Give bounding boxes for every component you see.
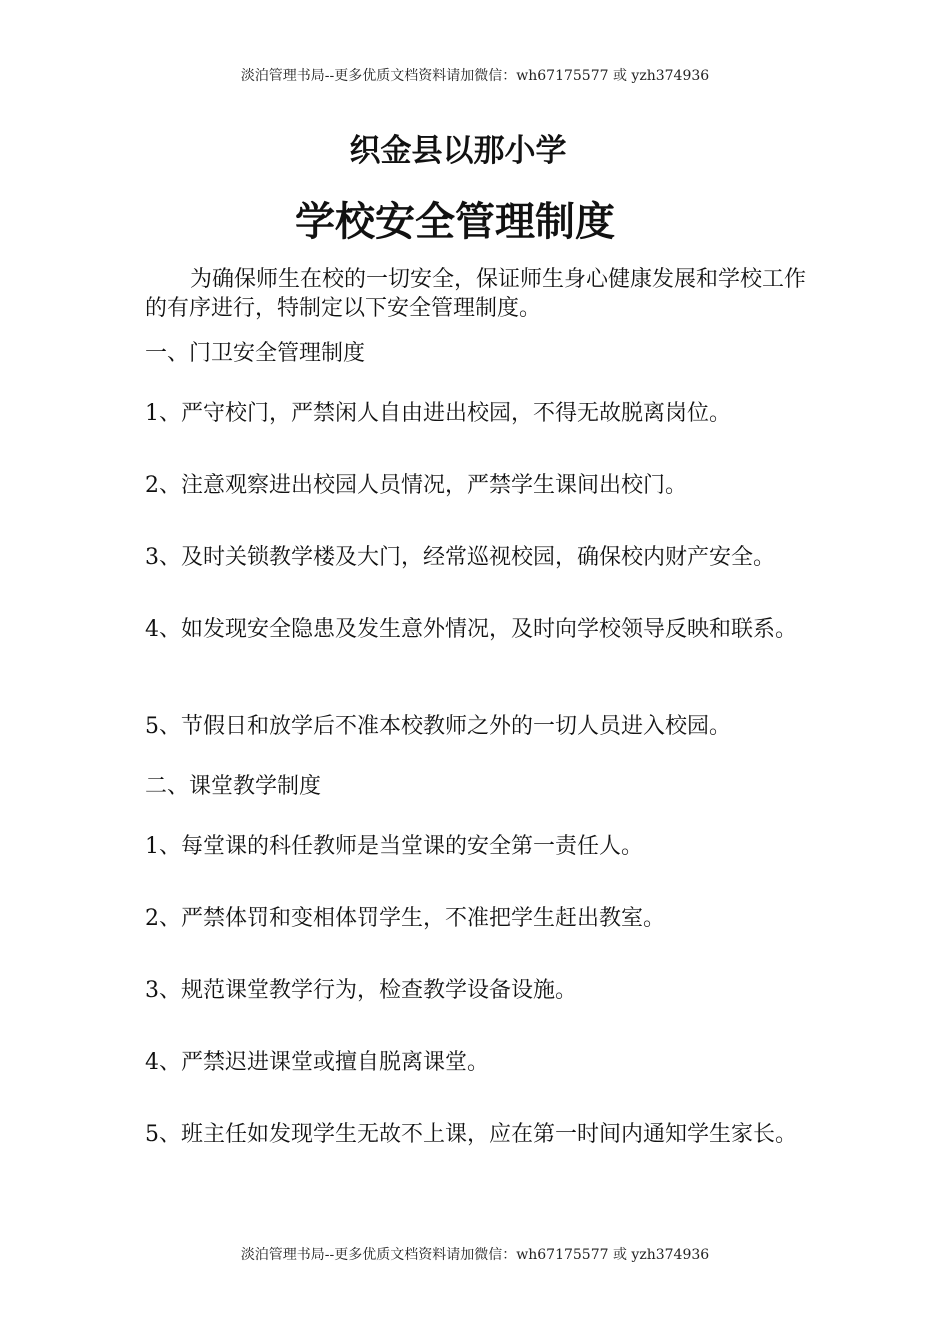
list-item: 2、注意观察进出校园人员情况，严禁学生课间出校门。	[145, 473, 687, 498]
list-item: 5、节假日和放学后不准本校教师之外的一切人员进入校园。	[145, 714, 731, 739]
document-title: 学校安全管理制度	[295, 199, 615, 245]
list-item: 4、如发现安全隐患及发生意外情况，及时向学校领导反映和联系。	[145, 617, 797, 642]
section-heading-gate-security: 一、门卫安全管理制度	[145, 341, 366, 366]
page-header-note: 淡泊管理书局--更多优质文档资料请加微信：wh67175577 或 yzh374936	[240, 68, 710, 84]
list-item: 2、严禁体罚和变相体罚学生，不准把学生赶出教室。	[145, 906, 665, 931]
section-heading-classroom: 二、课堂教学制度	[145, 774, 322, 799]
intro-paragraph: 为确保师生在校的一切安全，保证师生身心健康发展和学校工作的有序进行，特制定以下安全管理制度。	[145, 267, 807, 321]
list-item: 3、规范课堂教学行为，检查教学设备设施。	[145, 978, 577, 1003]
list-item: 1、每堂课的科任教师是当堂课的安全第一责任人。	[145, 834, 643, 859]
school-name: 织金县以那小学	[349, 133, 567, 169]
list-item: 5、班主任如发现学生无故不上课，应在第一时间内通知学生家长。	[145, 1122, 797, 1147]
list-item: 3、及时关锁教学楼及大门，经常巡视校园，确保校内财产安全。	[145, 545, 775, 570]
list-item: 4、严禁迟进课堂或擅自脱离课堂。	[145, 1050, 489, 1075]
list-item: 1、严守校门，严禁闲人自由进出校园，不得无故脱离岗位。	[145, 401, 731, 426]
page-footer-note: 淡泊管理书局--更多优质文档资料请加微信：wh67175577 或 yzh374936	[240, 1247, 710, 1263]
